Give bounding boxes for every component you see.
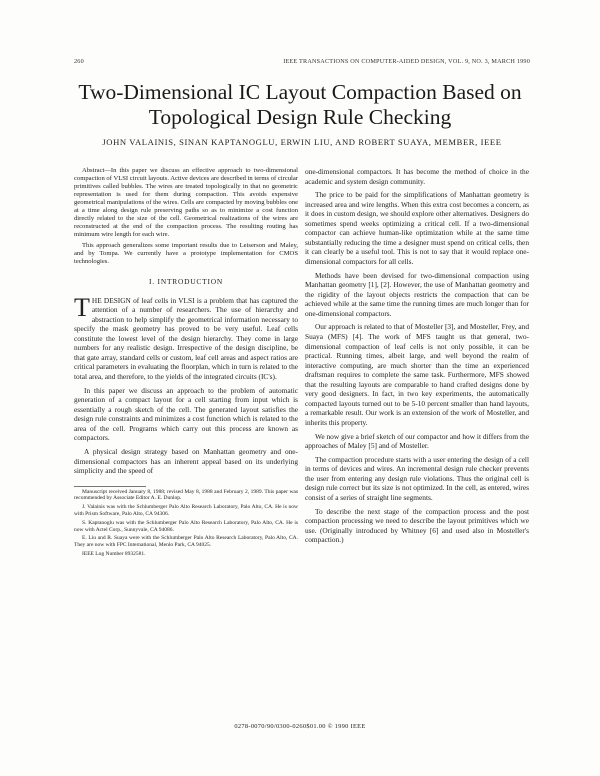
right-column	[305, 167, 529, 549]
footnote-manuscript: Manuscript received January 8, 1988; revised May 8, 1988 and February 2, 1989. This paper was recommended by Associate Editor A. E. Dunlop.	[74, 488, 298, 502]
right-paragraph-3: Methods have been devised for two-dimensional compaction using Manhattan geometry [1], [2]. However, the use of Manhattan geometry and the rigidity of the layout objects restricts the compaction that can be achieved while at the same time the running times are much longer than for one-dimensional compactors.	[305, 270, 529, 318]
right-paragraph-1: one-dimensional compactors. It has become the method of choice in the academic and system design community.	[305, 167, 529, 186]
footnotes	[74, 486, 298, 558]
copyright-footer: 0278-0070/90/0300-0260$01.00 © 1990 IEEE	[234, 723, 366, 730]
intro-paragraph-1	[74, 292, 298, 382]
footnote-ieee-log: IEEE Log Number 8932581.	[82, 551, 146, 558]
intro-paragraph-2: In this paper we discuss an approach to the problem of automatic generation of a compact layout for a cell starting from input which is essentially a rough sketch of the cell. The generated layout satisfies the design rule constraints and minimizes a cost function which is related to the area of the cell. Programs which carry out this process are known as compactors.	[74, 385, 298, 443]
footnote-liu-suaya: E. Liu and R. Suaya were with the Schlumberger Palo Alto Research Laboratory, Palo Alto, CA. They are now with FPC International, Menlo Park, CA 94025.	[74, 535, 298, 549]
right-paragraph-5: We now give a brief sketch of our compactor and how it differs from the approaches of Maley [5] and of Mosteller.	[305, 431, 529, 451]
title-line-2: Topological Design Rule Checking	[148, 105, 452, 129]
drop-cap: T	[74, 292, 90, 322]
abstract-paragraph-2: This approach generalizes some important results due to Leiserson and Maley, and by Tompa. We currently have a prototype implementation for CMOS technologies.	[74, 241, 298, 266]
right-paragraph-4: Our approach is related to that of Mosteller [3], and Mosteller, Frey, and Suaya (MFS) [4]. The work of MFS taught us that general, two-dimensional compaction of leaf cells is not only possible, it can be practical. Running times, albeit large, and well beyond the realm of interactive computing, are much shorter than the time an experienced draftsman requires to complete the same task. Furthermore, MFS showed that the resulting layouts are comparable to hand crafted designs done by very good designers. In fact, in two key experiments, the automatically compacted layouts turned out to be 5-10 percent smaller than hand layouts, a remarkable result. Our work is an extension of the work of Mosteller, and inherits this property.	[305, 322, 529, 427]
footnote-valainis: J. Valainis was with the Schlumberger Palo Alto Research Laboratory, Palo Alto, CA. He is now with Prism Software, Palo Alto, CA 94306.	[74, 504, 298, 518]
title-line-1: Two-Dimensional IC Layout Compaction Based on	[78, 80, 522, 104]
journal-name: IEEE TRANSACTIONS ON COMPUTER-AIDED DESIGN, VOL. 9, NO. 3, MARCH 1990	[283, 58, 530, 65]
author-line: JOHN VALAINIS, SINAN KAPTANOGLU, ERWIN LIU, AND ROBERT SUAYA, MEMBER, IEEE	[102, 137, 502, 147]
footnote-kaptanoglu: S. Kaptanoglu was with the Schlumberger Palo Alto Research Laboratory, Palo Alto, CA. He is now with Actel Corp., Sunnyvale, CA 94086.	[74, 519, 298, 533]
intro-paragraph-1-text: of leaf cells in VLSI is a problem that has captured the attention of a number of researchers. The use of hierarchy and abstraction to help simplify the geometrical information necessary to specify the mask geometry has proved to be very useful. Leaf cells constitute the lowest level of the design hierarchy. They come in large numbers for any realistic design. Irrespective of the design discipline, be that gate array, standard cells or custom, leaf cell areas and aspect ratios are critical parameters in evaluating the floorplan, which in turn is related to the total area, and therefore, to the yields of the integrated circuits (IC's).	[74, 295, 298, 381]
abstract-paragraph-1: Abstract—In this paper we discuss an effective approach to two-dimensional compaction of VLSI circuit layouts. Active devices are described in terms of circular primitives called bubbles. The wires are treated topologically in that no geometric representation is used for them during compaction. This avoids expensive geometrical manipulations of the wires. Cells are compacted by moving bubbles one at a time along design rule preserving paths so as to minimize a cost function directly related to the size of the cell. Geometrical realizations of the wires are reconstructed at the end of the compaction process. The resulting routing has minimum wire length for each wire.	[74, 167, 298, 239]
abstract	[74, 167, 298, 266]
intro-lead-words: HE DESIGN	[91, 295, 131, 305]
section-heading: I. INTRODUCTION	[149, 277, 223, 287]
right-paragraph-6: The compaction procedure starts with a user entering the design of a cell in terms of devices and wires. An incremental design rule checker prevents the user from entering any design rule violations. Thus the original cell is design rule correct but its size is not optimized. In the cell, as entered, wires consist of a series of straight line segments.	[305, 454, 529, 502]
right-paragraph-2: The price to be paid for the simplifications of Manhattan geometry is increased area and wire lengths. When this extra cost becomes a concern, as it does in custom design, we should explore other alternatives. Designers do sometimes spend weeks optimizing a critical cell. If a two-dimensional compactor can achieve human-like optimization while at the same time substantially reducing the time a designer must spend on critical cells, then it can clearly be a useful tool. This is not to say that it would replace one-dimensional compactors for all cells.	[305, 190, 529, 267]
intro-paragraph-3: A physical design strategy based on Manhattan geometry and one-dimensional compactors has an inherent appeal based on its underlying simplicity and the speed of	[74, 447, 298, 476]
left-column	[74, 167, 298, 558]
page-number: 260	[74, 58, 84, 65]
right-paragraph-7: To describe the next stage of the compaction process and the post compaction processing we need to describe the layout primitives which we use. (Originally introduced by Whitney [6] and used also in Mosteller's compaction.)	[305, 506, 529, 545]
paper-title	[60, 80, 540, 130]
